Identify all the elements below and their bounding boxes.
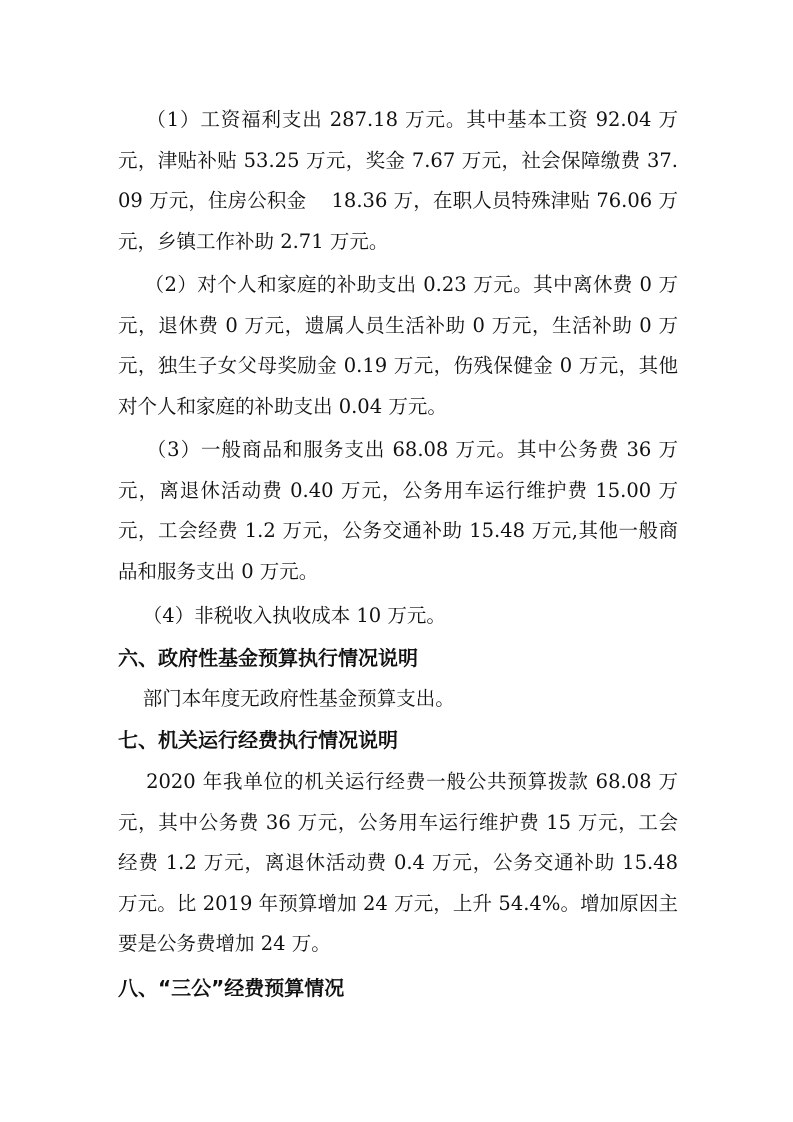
section-heading-three-public-expenses: 八、“三公”经费预算情况 (118, 976, 345, 1000)
paragraph-goods-services: （3）一般商品和服务支出 68.08 万元。其中公务费 36 万元，离退休活动费 0.40 万元，公务用车运行维护费 15.00 万元，工会经费 1.2 万元，公务交通补助 15.48 万元,其他一般商品和服务支出 0 万元。 (118, 438, 678, 583)
section-heading-government-fund: 六、政府性基金预算执行情况说明 (118, 646, 418, 670)
section-heading-operating-expenses: 七、机关运行经费执行情况说明 (118, 728, 398, 752)
paragraph-government-fund: 部门本年度无政府性基金预算支出。 (118, 687, 455, 710)
paragraph-operating-expenses: 2020 年我单位的机关运行经费一般公共预算拨款 68.08 万元，其中公务费 36 万元，公务用车运行维护费 15 万元，工会经费 1.2 万元，离退休活动费 0.4 万元，公务交通补助 15.48 万元。比 2019 年预算增加 24 万元，上升 54.4%。增加原因主要是公务费增加 24 万。 (118, 770, 685, 955)
paragraph-non-tax-cost: （4）非税收入执收成本 10 万元。 (118, 604, 446, 627)
paragraph-wage-welfare: （1）工资福利支出 287.18 万元。其中基本工资 92.04 万元，津贴补贴 53.25 万元，奖金 7.67 万元，社会保障缴费 37.09 万元，住房公积金 18.36 万，在职人员特殊津贴 76.06 万元，乡镇工作补助 2.71 万元。 (118, 108, 678, 253)
paragraph-personal-household-subsidy: （2）对个人和家庭的补助支出 0.23 万元。其中离休费 0 万元，退休费 0 万元，遗属人员生活补助 0 万元，生活补助 0 万元，独生子女父母奖励金 0.19 万元，伤残保健金 0 万元，其他对个人和家庭的补助支出 0.04 万元。 (118, 273, 679, 418)
